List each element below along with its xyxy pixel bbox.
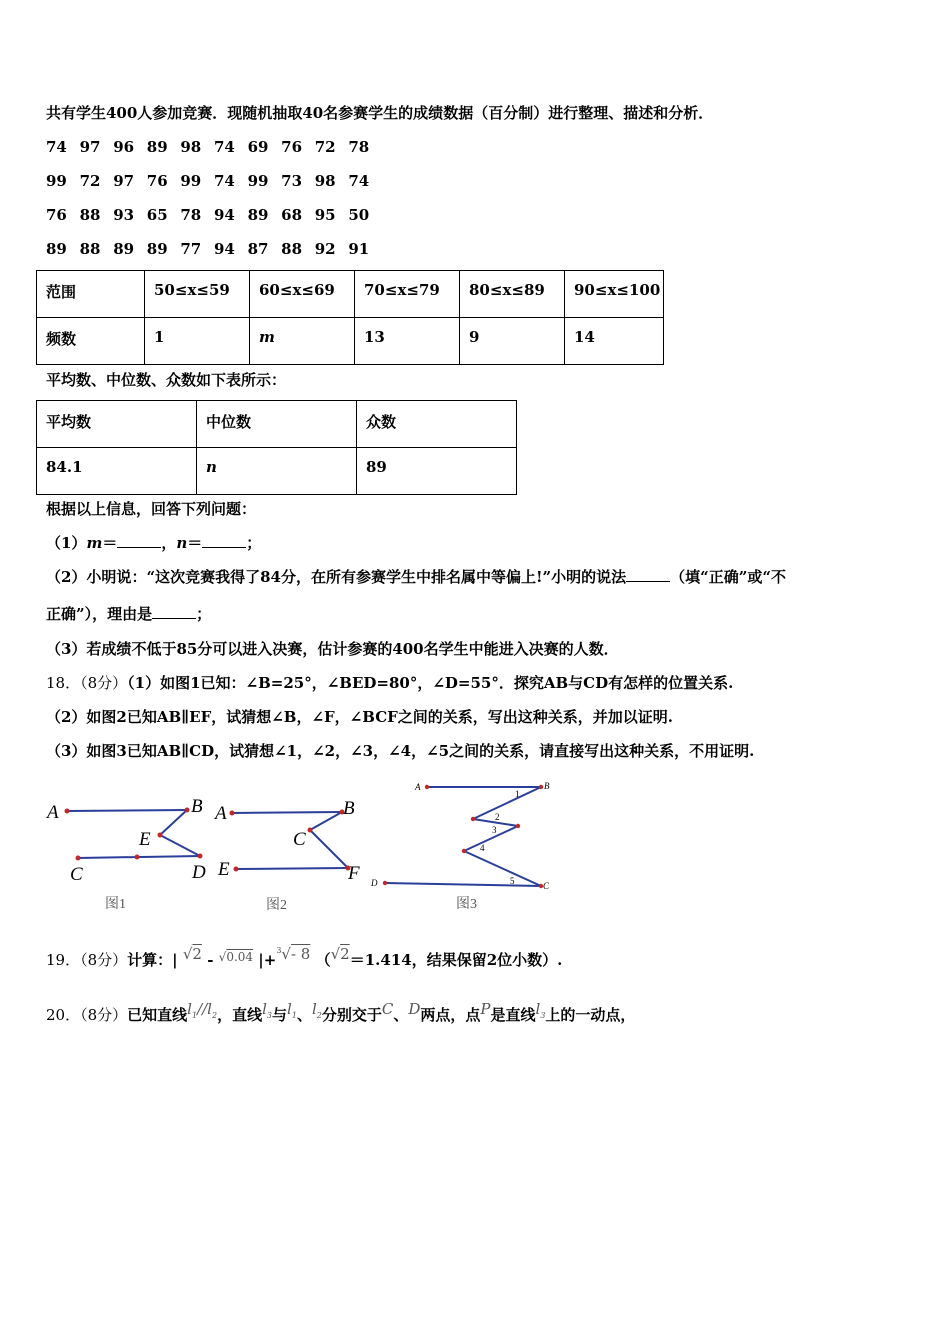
score-value: 74 — [46, 138, 67, 156]
fig1-label-E: E — [139, 829, 151, 850]
score-value: 99 — [247, 172, 269, 190]
freq-header-cell: 90≤x≤100 — [565, 271, 664, 318]
score-value: 97 — [113, 172, 135, 190]
q17-lead: 根据以上信息，回答下列问题： — [46, 500, 257, 518]
fig2-label-B: B — [343, 798, 355, 819]
freq-cell: 9 — [460, 318, 565, 365]
score-row — [46, 239, 382, 259]
score-value: 69 — [247, 138, 269, 156]
score-value: 99 — [180, 172, 202, 190]
fig1-label-A: A — [47, 802, 59, 823]
fig2-label-F: F — [348, 863, 360, 884]
stats-intro: 平均数、中位数、众数如下表所示： — [46, 371, 287, 389]
fig2-caption: 图2 — [266, 898, 287, 913]
freq-header-cell: 60≤x≤69 — [250, 271, 355, 318]
score-row — [46, 171, 382, 191]
score-value: 94 — [213, 240, 235, 258]
sqrt-2-expr: √2 — [182, 945, 202, 963]
figure-3 — [370, 781, 550, 912]
score-row — [46, 137, 382, 157]
frequency-table — [36, 270, 664, 365]
score-value: 76 — [46, 206, 67, 224]
score-value: 89 — [146, 240, 168, 258]
score-value: 93 — [113, 206, 135, 224]
score-value: 78 — [180, 206, 202, 224]
score-value: 77 — [180, 240, 202, 258]
fig3-angle-5: 5 — [510, 876, 515, 886]
freq-cell: 13 — [355, 318, 460, 365]
fig3-label-B: B — [544, 781, 550, 791]
score-value: 74 — [213, 172, 235, 190]
fig3-label-A: A — [415, 782, 421, 792]
fig2-label-E: E — [218, 859, 230, 880]
score-value: 87 — [247, 240, 269, 258]
score-value: 74 — [213, 138, 235, 156]
stats-header-cell: 平均数 — [37, 401, 197, 448]
fig3-angle-4: 4 — [480, 843, 485, 853]
fig3-label-C: C — [543, 881, 550, 891]
score-value: 92 — [314, 240, 336, 258]
score-value: 76 — [281, 138, 303, 156]
q20: 20．（8分）已知直线$l_1//l_2$，直线$l_3$与$l_1$、$l_2$分别交于C、D两点，点P是直线$l_3$上的一动点， — [46, 1000, 636, 1024]
freq-cell: 频数 — [37, 318, 145, 365]
score-value: 96 — [113, 138, 135, 156]
freq-cell: 1 — [145, 318, 250, 365]
freq-header-cell: 80≤x≤89 — [460, 271, 565, 318]
score-value: 89 — [247, 206, 269, 224]
score-value: 98 — [180, 138, 202, 156]
score-value: 50 — [348, 206, 370, 224]
score-value: 89 — [146, 138, 168, 156]
score-value: 76 — [146, 172, 168, 190]
q18-part1: 18．（8分）（1）如图1已知：∠B=25°，∠BED=80°，∠D=55°．探究AB与CD有怎样的位置关系. — [46, 674, 734, 692]
figure-2 — [213, 798, 360, 913]
answer-blank-judgement[interactable] — [626, 567, 670, 582]
freq-header-cell: 范围 — [37, 271, 145, 318]
freq-cell: 14 — [565, 318, 664, 365]
fig3-angle-3: 3 — [492, 825, 497, 835]
intro-text: 共有学生400人参加竞赛．现随机抽取40名参赛学生的成绩数据（百分制）进行整理、描述和分析． — [46, 104, 714, 122]
score-value: 68 — [281, 206, 303, 224]
score-value: 74 — [348, 172, 370, 190]
fig3-angle-1: 1 — [515, 789, 520, 799]
score-value: 97 — [79, 138, 101, 156]
answer-blank-n[interactable] — [202, 533, 246, 548]
stats-cell: 89 — [357, 448, 517, 495]
answer-blank-m[interactable] — [117, 533, 161, 548]
freq-cell: m — [250, 318, 355, 365]
stats-header-cell: 众数 — [357, 401, 517, 448]
fig1-caption: 图1 — [105, 897, 126, 912]
q17-part3: （3）若成绩不低于85分可以进入决赛，估计参赛的400名学生中能进入决赛的人数． — [46, 640, 619, 658]
score-value: 88 — [79, 240, 101, 258]
freq-header-cell: 50≤x≤59 — [145, 271, 250, 318]
score-value: 91 — [348, 240, 370, 258]
score-value: 72 — [79, 172, 101, 190]
score-value: 88 — [281, 240, 303, 258]
fig1-label-B: B — [191, 796, 203, 817]
fig2-label-C: C — [293, 829, 306, 850]
score-value: 88 — [79, 206, 101, 224]
q17-part2-cont: 正确”），理由是 ； — [46, 605, 212, 623]
sqrt-2-given: √2 — [330, 945, 350, 963]
fig1-label-C: C — [70, 864, 83, 885]
sqrt-004-expr: √0.04 — [218, 950, 254, 964]
cbrt-neg8-expr: $^3$√- 8 — [276, 945, 311, 963]
q17-part2: （2）小明说：“这次竞赛我得了84分，在所有参赛学生中排名属中等偏上!”小明的说法 （填“正确”或“不 — [46, 568, 787, 586]
statistics-table — [36, 400, 517, 495]
stats-cell: n — [197, 448, 357, 495]
fig1-label-D: D — [192, 862, 206, 883]
score-value: 94 — [213, 206, 235, 224]
freq-header-cell: 70≤x≤79 — [355, 271, 460, 318]
score-row — [46, 205, 382, 225]
stats-cell: 84.1 — [37, 448, 197, 495]
score-value: 89 — [113, 240, 135, 258]
score-value: 89 — [46, 240, 67, 258]
score-value: 78 — [348, 138, 370, 156]
figure-1 — [45, 796, 206, 912]
score-value: 99 — [46, 172, 67, 190]
score-value: 95 — [314, 206, 336, 224]
fig3-angle-2: 2 — [495, 812, 500, 822]
score-value: 65 — [146, 206, 168, 224]
q18-part3: （3）如图3已知AB∥CD，试猜想∠1，∠2，∠3，∠4，∠5之间的关系，请直接写出这种关系，不用证明. — [46, 742, 755, 760]
q18-part2: （2）如图2已知AB∥EF，试猜想∠B，∠F，∠BCF之间的关系，写出这种关系，并加以证明. — [46, 708, 674, 726]
stats-header-cell: 中位数 — [197, 401, 357, 448]
fig3-label-D: D — [371, 878, 378, 888]
q19: 19．（8分）计算：| √2 - $^{√0.04}$ |+$^3$√- 8 （√2＝1.414，结果保留2位小数）. — [46, 945, 563, 969]
geometry-figures — [0, 778, 950, 918]
q17-part1: （1）m＝ ，n＝ ； — [46, 534, 262, 552]
score-value: 98 — [314, 172, 336, 190]
answer-blank-reason[interactable] — [152, 604, 196, 619]
fig2-label-A: A — [215, 803, 227, 824]
score-value: 72 — [314, 138, 336, 156]
fig3-caption: 图3 — [456, 897, 477, 912]
score-value: 73 — [281, 172, 303, 190]
